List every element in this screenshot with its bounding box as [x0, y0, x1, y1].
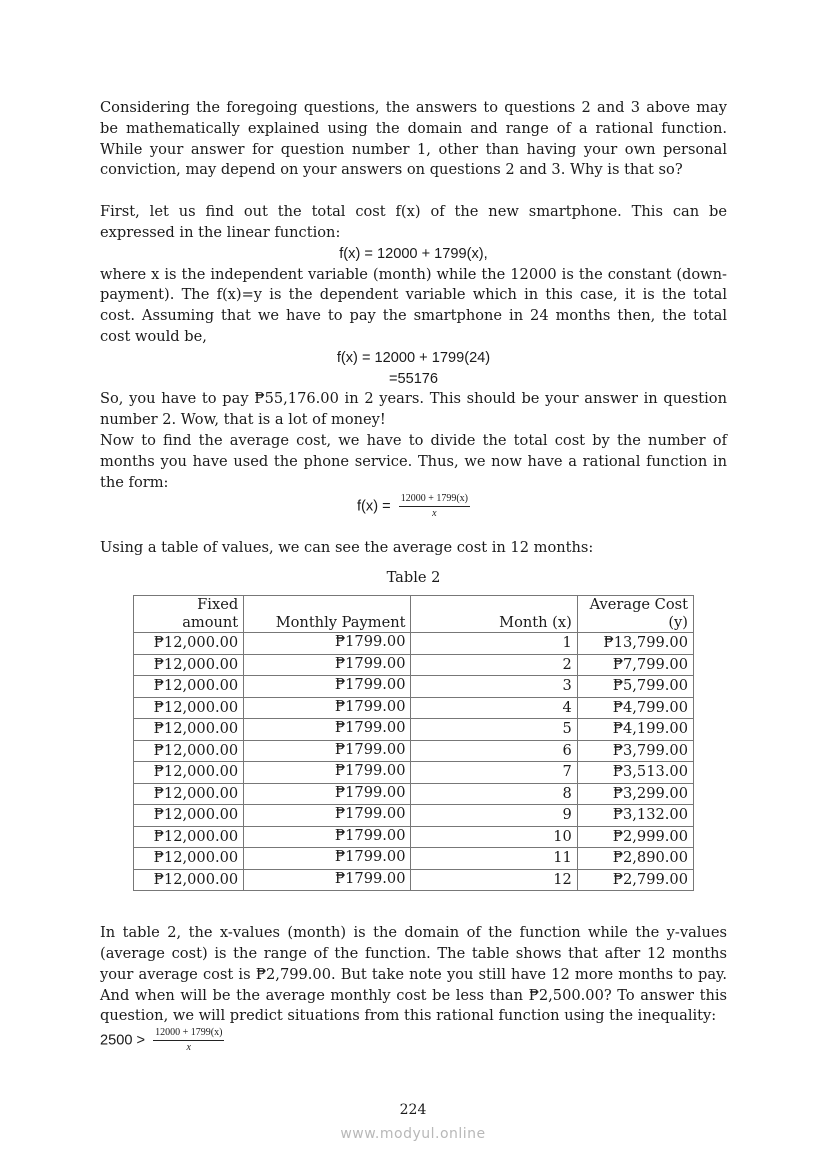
- fraction: $\frac{12000 + 1799(x)}{x}$: [155, 1027, 223, 1054]
- month-cell: 4: [411, 697, 577, 719]
- fixed-amount-cell: ₱12,000.00: [134, 633, 244, 655]
- monthly-payment-cell: ₱1799.00: [244, 762, 411, 784]
- monthly-payment-cell: ₱1799.00: [244, 740, 411, 762]
- monthly-payment-cell: ₱1799.00: [244, 848, 411, 870]
- average-cost-cell: ₱3,513.00: [577, 762, 693, 784]
- month-cell: 3: [411, 676, 577, 698]
- table-row: [134, 633, 694, 655]
- monthly-payment-cell: ₱1799.00: [244, 676, 411, 698]
- average-cost-cell: ₱5,799.00: [577, 676, 693, 698]
- table-intro-paragraph: Using a table of values, we can see the average cost in 12 months:: [100, 539, 594, 557]
- table-row: [134, 869, 694, 891]
- average-cost-cell: ₱2,890.00: [577, 848, 693, 870]
- table-row: [134, 762, 694, 784]
- fixed-amount-cell: ₱12,000.00: [134, 676, 244, 698]
- fixed-amount-cell: ₱12,000.00: [134, 740, 244, 762]
- document-page: [100, 98, 727, 1054]
- evaluation-equation: f(x) = 12000 + 1799(24): [336, 349, 491, 366]
- header-fixed-amount: Fixed amount: [134, 596, 244, 633]
- average-cost-cell: ₱3,299.00: [577, 783, 693, 805]
- table-row: [134, 676, 694, 698]
- linear-function-equation: f(x) = 12000 + 1799(x),: [339, 245, 488, 262]
- monthly-payment-cell: ₱1799.00: [244, 826, 411, 848]
- table-row: [134, 719, 694, 741]
- table-row: [134, 826, 694, 848]
- month-cell: 11: [411, 848, 577, 870]
- header-average-cost: Average Cost (y): [577, 596, 693, 633]
- monthly-payment-cell: ₱1799.00: [244, 805, 411, 827]
- fraction: $\frac{12000 + 1799(x)}{x}$: [400, 493, 469, 520]
- table-row: [134, 740, 694, 762]
- average-cost-cell: ₱3,799.00: [577, 740, 693, 762]
- average-cost-table: [133, 595, 694, 891]
- table-caption: Table 2: [386, 569, 441, 587]
- monthly-payment-cell: ₱1799.00: [244, 783, 411, 805]
- month-cell: 10: [411, 826, 577, 848]
- watermark: www.modyul.online: [340, 1126, 486, 1142]
- header-month: Month (x): [411, 596, 577, 633]
- average-cost-cell: ₱13,799.00: [577, 633, 693, 655]
- month-cell: 1: [411, 633, 577, 655]
- fixed-amount-cell: ₱12,000.00: [134, 848, 244, 870]
- average-cost-paragraph: Now to find the average cost, we have to divide the total cost by the number of months you have used the phone service. Thus, we now have a rational function in the form:: [100, 431, 727, 491]
- header-monthly-payment: Monthly Payment: [244, 596, 411, 633]
- fixed-amount-cell: ₱12,000.00: [134, 783, 244, 805]
- inequality-equation: 2500 > $\frac{12000 + 1799(x)}{x}$: [100, 1027, 223, 1054]
- month-cell: 2: [411, 654, 577, 676]
- evaluation-result: =55176: [388, 370, 439, 387]
- fixed-amount-cell: ₱12,000.00: [134, 805, 244, 827]
- first-paragraph: First, let us find out the total cost f(x) of the new smartphone. This can be expressed in the linear function:: [100, 203, 727, 241]
- monthly-payment-cell: ₱1799.00: [244, 719, 411, 741]
- month-cell: 7: [411, 762, 577, 784]
- average-cost-cell: ₱3,132.00: [577, 805, 693, 827]
- average-cost-cell: ₱4,199.00: [577, 719, 693, 741]
- where-paragraph: where x is the independent variable (month) while the 12000 is the constant (down-payment). The f(x)=y is the dependent variable which in this case, it is the total cost. Assuming that we have to pay the smartphone in 24 months then, the total cost would be,: [100, 265, 727, 345]
- fixed-amount-cell: ₱12,000.00: [134, 869, 244, 891]
- fixed-amount-cell: ₱12,000.00: [134, 719, 244, 741]
- page-number: 224: [399, 1102, 427, 1118]
- average-cost-cell: ₱7,799.00: [577, 654, 693, 676]
- monthly-payment-cell: ₱1799.00: [244, 697, 411, 719]
- monthly-payment-cell: ₱1799.00: [244, 633, 411, 655]
- fixed-amount-cell: ₱12,000.00: [134, 762, 244, 784]
- fixed-amount-cell: ₱12,000.00: [134, 697, 244, 719]
- fixed-amount-cell: ₱12,000.00: [134, 654, 244, 676]
- fixed-amount-cell: ₱12,000.00: [134, 826, 244, 848]
- table-row: [134, 783, 694, 805]
- monthly-payment-cell: ₱1799.00: [244, 869, 411, 891]
- month-cell: 6: [411, 740, 577, 762]
- rational-function-equation: f(x) = $\frac{12000 + 1799(x)}{x}$: [356, 493, 469, 520]
- table-row: [134, 848, 694, 870]
- monthly-payment-cell: ₱1799.00: [244, 654, 411, 676]
- intro-paragraph: Considering the foregoing questions, the answers to questions 2 and 3 above may be mathematically explained using the domain and range of a rational function. While your answer for question number 1, other than having your own personal conviction, may depend on your answers on questions 2 and 3. Why is that so?: [100, 99, 727, 179]
- table-row: [134, 697, 694, 719]
- table-header-row: [134, 596, 694, 633]
- so-pay-paragraph: So, you have to pay ₱55,176.00 in 2 years. This should be your answer in question number 2. Wow, that is a lot of money!: [100, 390, 727, 429]
- month-cell: 9: [411, 805, 577, 827]
- month-cell: 5: [411, 719, 577, 741]
- average-cost-cell: ₱4,799.00: [577, 697, 693, 719]
- month-cell: 8: [411, 783, 577, 805]
- table-row: [134, 805, 694, 827]
- table-row: [134, 654, 694, 676]
- domain-range-paragraph: In table 2, the x-values (month) is the domain of the function while the y-values (average cost) is the range of the function. The table shows that after 12 months your average cost is ₱2,799.00. But take note you still have 12 more months to pay. And when will be the average monthly cost be less than ₱2,500.00? To answer this question, we will predict situations from this rational function using the inequality:: [100, 924, 727, 1025]
- average-cost-cell: ₱2,799.00: [577, 869, 693, 891]
- month-cell: 12: [411, 869, 577, 891]
- average-cost-cell: ₱2,999.00: [577, 826, 693, 848]
